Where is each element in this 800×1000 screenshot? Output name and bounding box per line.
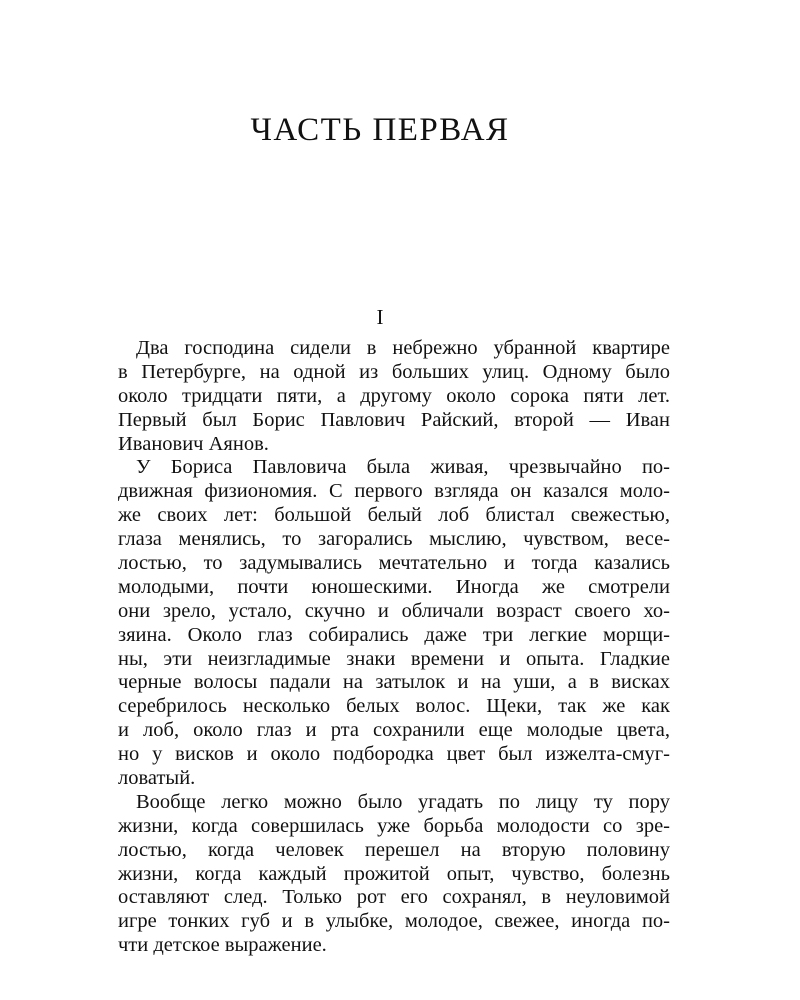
text-line: в Петербурге, на одной из больших улиц. Одному было <box>118 360 670 383</box>
text-line: зяина. Около глаз собирались даже три легкие морщи- <box>118 623 670 646</box>
paragraph <box>118 456 670 790</box>
text-line: но у висков и около подбородка цвет был изжелта-смуг- <box>118 743 670 766</box>
text-line: Вообще легко можно было угадать по лицу ту пору <box>136 790 670 813</box>
text-line: Иванович Аянов. <box>118 432 269 455</box>
text-line: движная физиономия. С первого взгляда он казался моло- <box>118 480 670 503</box>
text-line: же своих лет: большой белый лоб блистал свежестью, <box>118 504 670 527</box>
paragraph <box>118 791 670 958</box>
text-line: У Бориса Павловича была живая, чрезвычайно по- <box>136 456 670 479</box>
text-line: ны, эти неизгладимые знаки времени и опыта. Гладкие <box>118 647 670 670</box>
text-line: Два господина сидели в небрежно убранной квартире <box>136 337 670 359</box>
text-line: и лоб, около глаз и рта сохранили еще молодые цвета, <box>118 719 670 742</box>
text-line: глаза менялись, то загорались мыслию, чувством, весе- <box>118 528 670 551</box>
text-line: лостью, когда человек перешел на вторую половину <box>118 838 670 861</box>
text-line: ловатый. <box>118 767 196 790</box>
text-line: Первый был Борис Павлович Райский, второй — Иван <box>118 408 670 431</box>
text-line: оставляют след. Только рот его сохранял, в неуловимой <box>118 886 670 909</box>
text-line: чти детское выражение. <box>118 934 327 957</box>
text-line: черные волосы падали на затылок и на уши, а в висках <box>118 671 670 694</box>
text-line: около тридцати пяти, а другому около сорока пяти лет. <box>118 384 670 407</box>
text-line: серебрилось несколько белых волос. Щеки, так же как <box>118 695 670 718</box>
body-text <box>118 337 670 958</box>
text-line: они зрело, устало, скучно и обличали возраст своего хо- <box>118 599 670 622</box>
text-line: жизни, когда каждый прожитой опыт, чувство, болезнь <box>118 862 670 885</box>
text-line: молодыми, почти юношескими. Иногда же смотрели <box>118 575 670 598</box>
text-line: игре тонких губ и в улыбке, молодое, свежее, иногда по- <box>118 910 670 933</box>
part-title: ЧАСТЬ ПЕРВАЯ <box>250 112 510 148</box>
chapter-number: I <box>376 305 384 329</box>
text-line: лостью, то задумывались мечтательно и тогда казались <box>118 552 670 575</box>
paragraph <box>118 337 670 456</box>
text-line: жизни, когда совершилась уже борьба молодости со зре- <box>118 814 670 837</box>
